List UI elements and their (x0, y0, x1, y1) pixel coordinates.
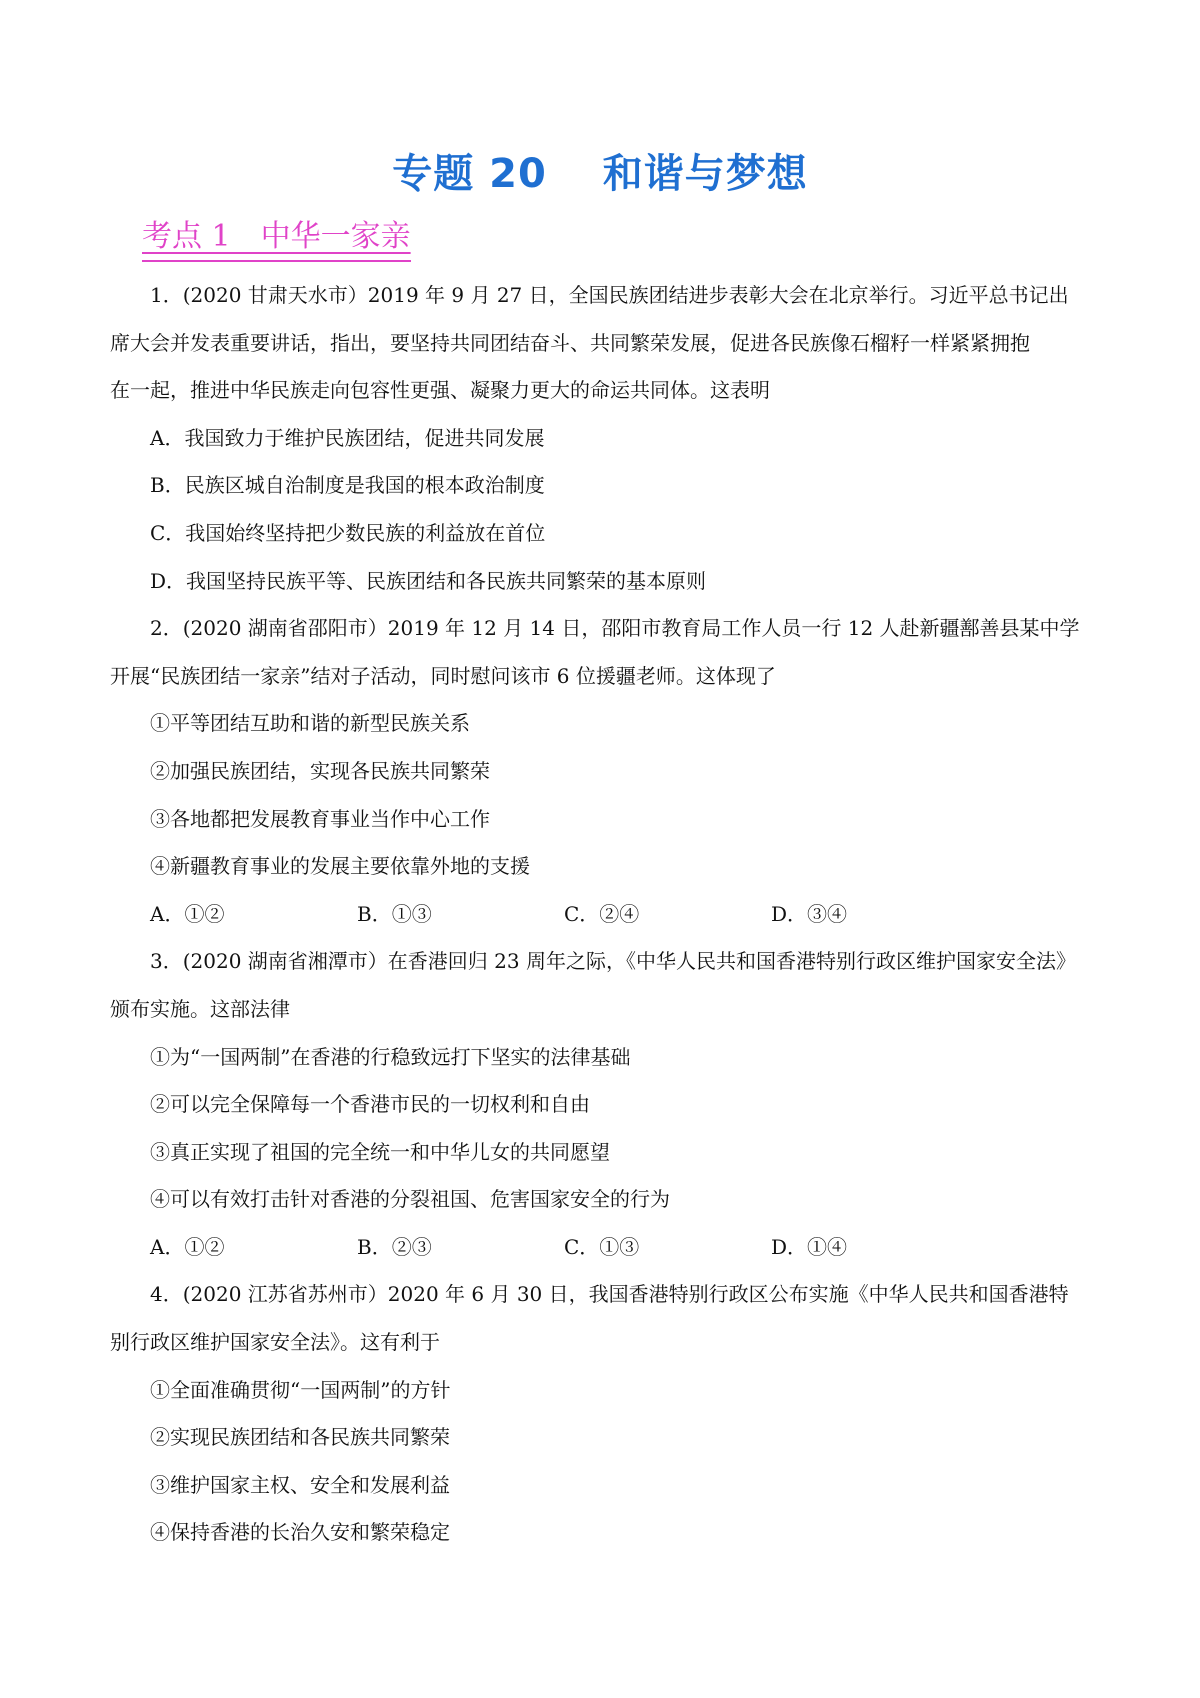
q1-stem-line-3: 在一起，推进中华民族走向包容性更强、凝聚力更大的命运共同体。这表明 (110, 378, 770, 403)
q2-item-2: ②加强民族团结，实现各民族共同繁荣 (150, 758, 490, 783)
q2-choice-b: B．①③ (357, 901, 432, 926)
q4-item-4: ④保持香港的长治久安和繁荣稳定 (150, 1520, 450, 1545)
q2-choice-c: C．②④ (564, 901, 640, 926)
q3-choice-c: C．①③ (564, 1234, 640, 1259)
q2-item-3: ③各地都把发展教育事业当作中心工作 (150, 806, 490, 831)
q2-item-1: ①平等团结互助和谐的新型民族关系 (150, 711, 470, 736)
q1-stem-line-1: 1．(2020 甘肃天水市）2019 年 9 月 27 日，全国民族团结进步表彰大会在北京举行。习近平总书记出 (150, 283, 1069, 307)
q1-option-a: A．我国致力于维护民族团结，促进共同发展 (150, 425, 545, 450)
section-heading: 考点 1 中华一家亲 (142, 216, 411, 262)
q2-choice-d: D．③④ (771, 901, 848, 926)
q3-choices (110, 1224, 1100, 1272)
q3-choice-d: D．①④ (771, 1234, 848, 1259)
q4-item-2: ②实现民族团结和各民族共同繁荣 (150, 1425, 450, 1450)
q4-stem-line-1: 4．(2020 江苏省苏州市）2020 年 6 月 30 日，我国香港特别行政区公布实施《中华人民共和国香港特 (150, 1282, 1069, 1307)
q3-item-2: ②可以完全保障每一个香港市民的一切权利和自由 (150, 1092, 590, 1117)
q3-choice-b: B．②③ (357, 1234, 432, 1259)
q3-item-4: ④可以有效打击针对香港的分裂祖国、危害国家安全的行为 (150, 1187, 670, 1212)
q2-stem-line-2: 开展“民族团结一家亲”结对子活动，同时慰问该市 6 位援疆老师。这体现了 (110, 663, 776, 688)
q4-item-3: ③维护国家主权、安全和发展利益 (150, 1472, 450, 1497)
q2-choice-a: A．①② (150, 901, 225, 926)
q1-option-d: D．我国坚持民族平等、民族团结和各民族共同繁荣的基本原则 (150, 568, 707, 593)
page-title: 专题 20 和谐与梦想 (392, 151, 808, 197)
question-list (110, 272, 1100, 1557)
q1-option-c: C．我国始终坚持把少数民族的利益放在首位 (150, 520, 546, 545)
q4-stem-line-2: 别行政区维护国家安全法》。这有利于 (110, 1330, 440, 1355)
q3-stem-line-2: 颁布实施。这部法律 (110, 996, 290, 1021)
q3-stem-line-1: 3．(2020 湖南省湘潭市）在香港回归 23 周年之际，《中华人民共和国香港特别行政区维护国家安全法》 (150, 949, 1076, 974)
q4-item-1: ①全面准确贯彻“一国两制”的方针 (150, 1377, 451, 1402)
q3-item-1: ①为“一国两制”在香港的行稳致远打下坚实的法律基础 (150, 1044, 631, 1069)
q1-option-b: B．民族区城自治制度是我国的根本政治制度 (150, 473, 545, 498)
q2-choices (110, 891, 1100, 939)
q3-choice-a: A．①② (150, 1234, 225, 1259)
q2-item-4: ④新疆教育事业的发展主要依靠外地的支援 (150, 854, 530, 879)
q3-item-3: ③真正实现了祖国的完全统一和中华儿女的共同愿望 (150, 1139, 610, 1164)
q1-stem-line-2: 席大会并发表重要讲话，指出，要坚持共同团结奋斗、共同繁荣发展，促进各民族像石榴籽一样紧紧拥抱 (110, 330, 1030, 355)
q2-stem-line-1: 2．(2020 湖南省邵阳市）2019 年 12 月 14 日，邵阳市教育局工作人员一行 12 人赴新疆鄯善县某中学 (150, 616, 1080, 641)
